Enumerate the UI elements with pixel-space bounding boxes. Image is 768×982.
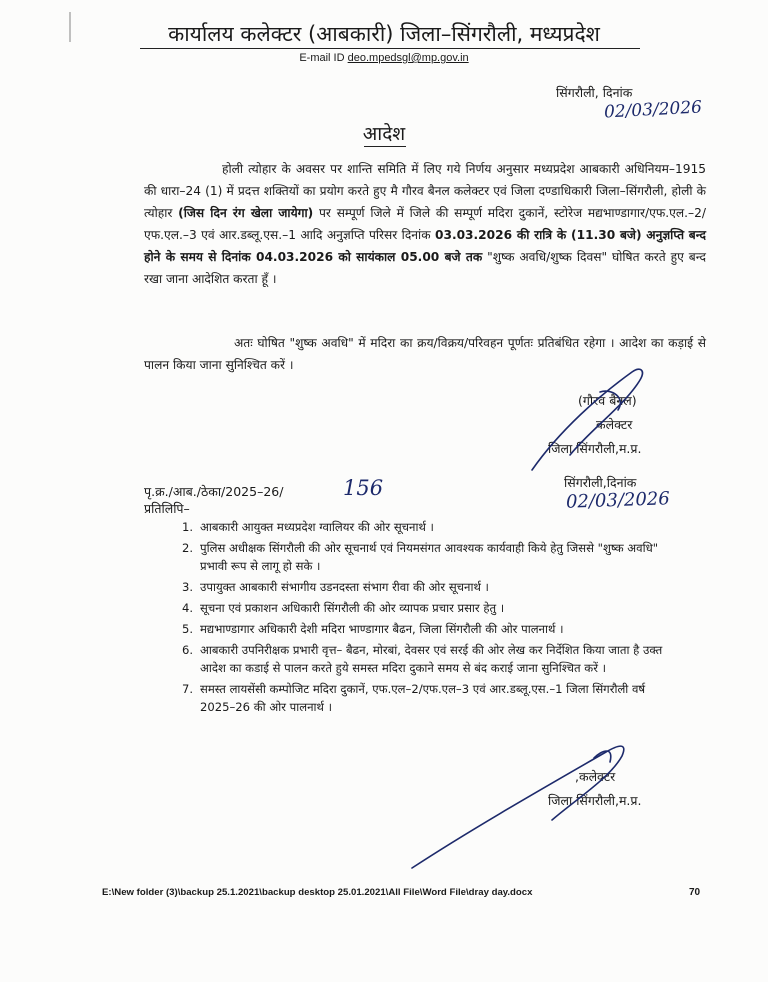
list-item-number: 3. bbox=[182, 580, 194, 594]
prohibition-paragraph: अतः घोषित "शुष्क अवधि" में मदिरा का क्रय/विक्रय/परिवहन पूर्णतः प्रतिबंधित रहेगा । आदेश का कड़ाई से पालन किया जाना सुनिश्चित करें । bbox=[144, 336, 706, 372]
list-item bbox=[182, 578, 680, 596]
list-item bbox=[182, 599, 680, 617]
paragraph-text: होली त्योहार के अवसर पर शान्ति समिति में लिए गये निर्णय अनुसार मध्यप्रदेश आबकारी अधिनियम–1915 की धारा–24 (1) में प्रदत्त शक्तियों का प्रयोग करते हुए मै गौरव बैनल कलेक्टर एवं जिला दण्डाधिकारी जिला–सिंगरौली, होली के त्योहार bbox=[144, 162, 706, 220]
list-item bbox=[182, 518, 680, 536]
paragraph-bold-text: (जिस दिन रंग खेला जायेगा) bbox=[178, 206, 314, 220]
list-item bbox=[182, 641, 680, 677]
list-item bbox=[182, 620, 680, 638]
heading-underline bbox=[140, 48, 640, 49]
list-item-number: 5. bbox=[182, 622, 194, 636]
signatory-title-2: ,कलेक्टर bbox=[575, 769, 616, 784]
paragraph-text: पर सम्पूर्ण जिले में जिले की सम्पूर्ण मदिरा दुकानें, स्टोरेज मद्यभाण्डागार/एफ.एल.–2/एफ.एल.–3 एवं आर.डब्लू.एस.–1 आदि अनुज्ञप्ति परिसर दिनांक bbox=[144, 206, 706, 242]
email-address: deo.mpedsgl@mp.gov.in bbox=[347, 52, 469, 64]
list-item-text: पुलिस अधीक्षक सिंगरौली की ओर सूचनार्थ एवं नियमसंगत आवश्यक कार्यवाही किये हेतु जिससे "शुष्क अवधि" प्रभावी रूप से लागू हो सके । bbox=[200, 541, 659, 573]
order-paragraph bbox=[144, 158, 706, 290]
reference-number-label: पृ.क्र./आब./ठेका/2025–26/ bbox=[144, 484, 284, 499]
signatory-district: जिला सिंगरौली,म.प्र. bbox=[548, 441, 642, 456]
signature-2-tail bbox=[594, 751, 611, 762]
email-label: E-mail ID bbox=[299, 52, 345, 64]
list-item-text: आबकारी आयुक्त मध्यप्रदेश ग्वालियर की ओर सूचनार्थ । bbox=[200, 520, 434, 534]
paragraph-bold-text: 03.03.2026 की रात्रि के (11.30 बजे) अनुज्ञप्ति बन्द होने के समय से दिनांक 04.03.2026 को सायंकाल 05.00 बजे तक bbox=[144, 228, 707, 264]
dateline-label: सिंगरौली, दिनांक bbox=[556, 85, 633, 100]
list-item-text: सूचना एवं प्रकाशन अधिकारी सिंगरौली की ओर व्यापक प्रचार प्रसार हेतु । bbox=[200, 601, 505, 615]
list-item-number: 4. bbox=[182, 601, 194, 615]
signatory-title: कलेक्टर bbox=[596, 417, 633, 432]
title-underline bbox=[364, 146, 406, 147]
list-item-number: 2. bbox=[182, 541, 194, 555]
list-item-number: 7. bbox=[182, 682, 194, 696]
list-item-number: 1. bbox=[182, 520, 194, 534]
email-line bbox=[0, 52, 768, 64]
file-path-footer: E:\New folder (3)\backup 25.1.2021\backup desktop 25.01.2021\All File\Word File\dray day.docx bbox=[102, 887, 533, 898]
handwritten-date-2: 02/03/2026 bbox=[565, 488, 671, 513]
handwritten-reference-number: 156 bbox=[343, 476, 384, 500]
list-item-text: समस्त लायसेंसी कम्पोजिट मदिरा दुकानें, एफ.एल–2/एफ.एल–3 एवं आर.डब्लू.एस.–1 जिला सिंगरौली वर्ष 2025–26 की ओर पालनार्थ । bbox=[200, 682, 646, 714]
copy-to-label: प्रतिलिपि– bbox=[144, 501, 190, 516]
office-heading: कार्यालय कलेक्टर (आबकारी) जिला–सिंगरौली, मध्यप्रदेश bbox=[168, 22, 600, 46]
paragraph-text: "शुष्क अवधि/शुष्क दिवस" घोषित करते हुए बन्द रखा जाना आदेशित करता हूँ । bbox=[144, 250, 706, 286]
list-item-text: मद्यभाण्डागार अधिकारी देशी मदिरा भाण्डागार बैढन, जिला सिंगरौली की ओर पालनार्थ । bbox=[200, 622, 564, 636]
list-item-number: 6. bbox=[182, 643, 194, 657]
handwritten-date: 02/03/2026 bbox=[603, 97, 703, 123]
copy-list bbox=[182, 518, 680, 719]
dateline-label-2: सिंगरौली,दिनांक bbox=[564, 475, 637, 490]
page-number: 70 bbox=[689, 887, 701, 898]
list-item-text: आबकारी उपनिरीक्षक प्रभारी वृत्त– बैढन, मोरबां, देवसर एवं सरई की ओर लेख कर निर्देशित किया जाता है उक्त आदेश का कडाई से पालन करते हुये समस्त मदिरा दुकाने समय से बंद कराई जाना सुनिश्चित करें । bbox=[200, 643, 663, 675]
signatory-name: (गौरव बैनल) bbox=[578, 393, 637, 408]
signatory-district-2: जिला सिंगरौली,म.प्र. bbox=[548, 793, 642, 808]
order-title: आदेश bbox=[362, 123, 406, 145]
list-item bbox=[182, 680, 680, 716]
list-item-text: उपायुक्त आबकारी संभागीय उडनदस्ता संभाग रीवा की ओर सूचनार्थ । bbox=[200, 580, 489, 594]
list-item bbox=[182, 539, 680, 575]
